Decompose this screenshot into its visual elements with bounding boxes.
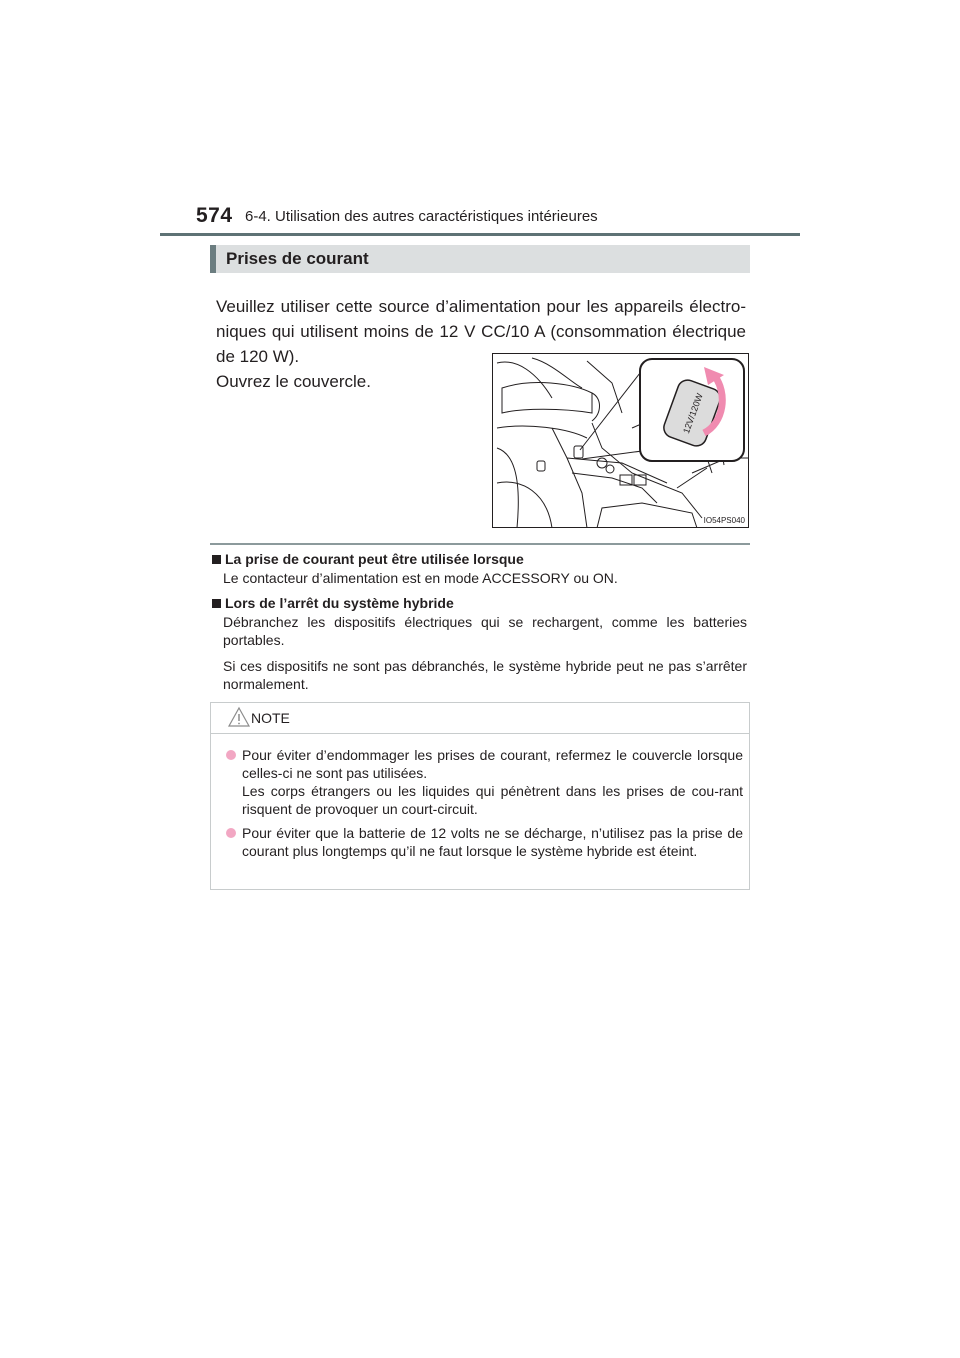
info-text: Débranchez les dispositifs électriques qui se rechargent, comme les batteries portables. bbox=[223, 614, 747, 648]
step-text: Ouvrez le couvercle. bbox=[216, 372, 371, 391]
center-console-drawing bbox=[492, 353, 749, 528]
info-block-hybrid-stop bbox=[212, 595, 747, 693]
svg-text:12V/120W: 12V/120W bbox=[681, 391, 705, 435]
intro-text: Veuillez utiliser cette source d’alimentation pour les appareils électro-niques qui utilisent moins de 12 V CC/10 A (consommation électrique de 120 W). bbox=[216, 297, 746, 366]
note-item-text: Les corps étrangers ou les liquides qui pénètrent dans les prises de cou-rant risquent de provoquer un court-circuit. bbox=[242, 783, 743, 817]
section-rule bbox=[210, 543, 750, 545]
note-item-text: Pour éviter d’endommager les prises de courant, refermez le couvercle lorsque celles-ci ne sont pas utilisées. bbox=[242, 747, 743, 781]
note-item bbox=[226, 746, 743, 818]
note-item-text: Pour éviter que la batterie de 12 volts ne se décharge, n’utilisez pas la prise de courant plus longtemps qu’il ne faut lorsque le système hybride est éteint. bbox=[242, 825, 743, 859]
note-separator bbox=[211, 733, 749, 734]
section-heading: Prises de courant bbox=[210, 245, 750, 273]
info-title: La prise de courant peut être utilisée lorsque bbox=[212, 551, 747, 567]
note-item bbox=[226, 824, 743, 860]
page-number: 574 bbox=[196, 204, 233, 227]
bullet-icon bbox=[226, 828, 236, 838]
bullet-icon bbox=[226, 750, 236, 760]
info-title: Lors de l’arrêt du système hybride bbox=[212, 595, 747, 611]
illustration-code: IO54PS040 bbox=[703, 516, 745, 525]
info-text: Si ces dispositifs ne sont pas débranchés, le système hybride peut ne pas s’arrêter normalement. bbox=[223, 658, 747, 692]
header-rule bbox=[160, 233, 800, 236]
info-text: Le contacteur d’alimentation est en mode ACCESSORY ou ON. bbox=[223, 570, 618, 586]
chapter-title: 6-4. Utilisation des autres caractéristiques intérieures bbox=[245, 208, 598, 225]
square-bullet-icon bbox=[212, 599, 221, 608]
power-outlet-illustration bbox=[492, 353, 749, 528]
square-bullet-icon bbox=[212, 555, 221, 564]
note-label: NOTE bbox=[251, 710, 290, 726]
warning-triangle-icon bbox=[227, 706, 251, 728]
info-block-when-usable bbox=[212, 551, 747, 587]
note-header bbox=[227, 706, 251, 732]
note-box bbox=[210, 702, 750, 890]
